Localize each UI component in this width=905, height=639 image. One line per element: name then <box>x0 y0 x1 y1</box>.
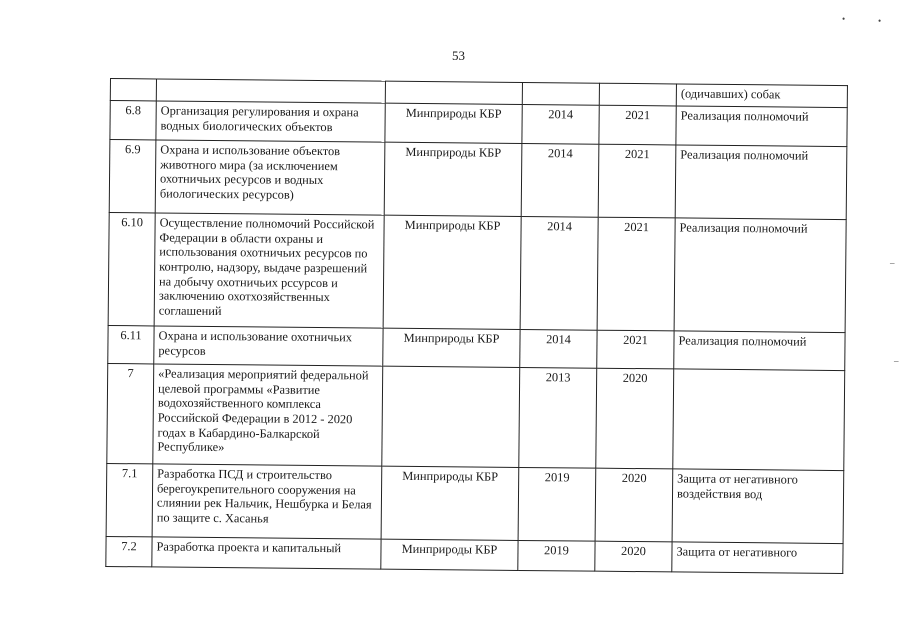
start-year: 2014 <box>521 143 599 217</box>
row-number: 6.10 <box>108 212 155 325</box>
expected-result: Защита от негативного воздействия вод <box>672 469 844 544</box>
responsible-org: Минприроды КБР <box>385 103 522 143</box>
measure-name: Организация регулирования и охрана водных биологических объектов <box>156 101 385 142</box>
responsible-org: Минприроды КБР <box>384 142 522 216</box>
end-year <box>599 83 676 106</box>
scan-speck: • <box>878 16 882 26</box>
row-number: 7.1 <box>106 463 153 536</box>
measure-name <box>156 79 385 103</box>
scan-dash: – <box>890 258 895 268</box>
table-row <box>109 140 847 220</box>
responsible-org: Минприроды КБР <box>381 539 518 570</box>
row-number <box>110 79 156 101</box>
page-number: 53 <box>452 48 465 63</box>
measure-name: Разработка проекта и капитальный <box>152 537 381 569</box>
start-year <box>522 82 599 105</box>
end-year: 2020 <box>595 468 673 542</box>
table-row <box>106 463 844 543</box>
start-year: 2014 <box>522 104 599 144</box>
row-number: 6.8 <box>110 101 156 140</box>
responsible-org <box>385 81 522 104</box>
scan-speck: • <box>842 14 846 24</box>
expected-result: Реализация полномочий <box>674 218 846 333</box>
start-year: 2013 <box>519 367 597 468</box>
expected-result: Реализация полномочий <box>675 145 847 220</box>
end-year: 2020 <box>595 541 672 572</box>
responsible-org: Минприроды КБР <box>383 328 520 367</box>
expected-result: Реализация полномочий <box>674 331 845 371</box>
responsible-org: Минприроды КБР <box>383 215 521 329</box>
measure-name: Охрана и использование охотничьих ресурсов <box>154 326 383 366</box>
row-number: 6.11 <box>108 325 154 363</box>
table-row <box>106 536 843 573</box>
expected-result: Реализация полномочий <box>676 106 847 147</box>
row-number: 7.2 <box>106 536 152 566</box>
measure-name: Разработка ПСД и строительство берегоукрепительного сооружения на слиянии рек Нальчик, Нешбурка и Белая по защите с. Хасанья <box>152 464 382 539</box>
end-year: 2021 <box>597 330 674 369</box>
scan-dash: – <box>894 356 899 366</box>
responsible-org: Минприроды КБР <box>381 466 519 540</box>
measures-table <box>105 78 848 574</box>
start-year: 2019 <box>518 467 596 541</box>
measure-name: «Реализация мероприятий федеральной целевой программы «Развитие водохозяйственного комплекса Российской Федерации в 2012 - 2020 годах в Кабардино-Балкарской Республике» <box>153 364 383 466</box>
end-year: 2021 <box>599 105 676 145</box>
responsible-org <box>382 366 520 467</box>
expected-result: Защита от негативного <box>672 542 843 574</box>
row-number: 7 <box>107 363 154 463</box>
table-row <box>107 363 845 470</box>
start-year: 2014 <box>520 216 598 330</box>
measure-name: Осуществление полномочий Российской Федерации в области охраны и использования охотничьих ресурсов по контролю, надзору, выдаче разрешений на добычу охотничьих рссурсов и заключению охотхозяйственных соглашений <box>154 213 384 328</box>
end-year: 2020 <box>596 368 674 469</box>
expected-result <box>673 369 845 471</box>
row-number: 6.9 <box>109 140 156 213</box>
start-year: 2014 <box>520 329 597 368</box>
end-year: 2021 <box>597 217 675 331</box>
table-row <box>108 212 846 332</box>
start-year: 2019 <box>518 540 595 571</box>
measure-name: Охрана и использование объектов животного мира (за исключением охотничьих ресурсов и водных биологических ресурсов) <box>155 140 385 215</box>
expected-result: (одичавших) собак <box>676 84 847 108</box>
end-year: 2021 <box>598 144 676 218</box>
